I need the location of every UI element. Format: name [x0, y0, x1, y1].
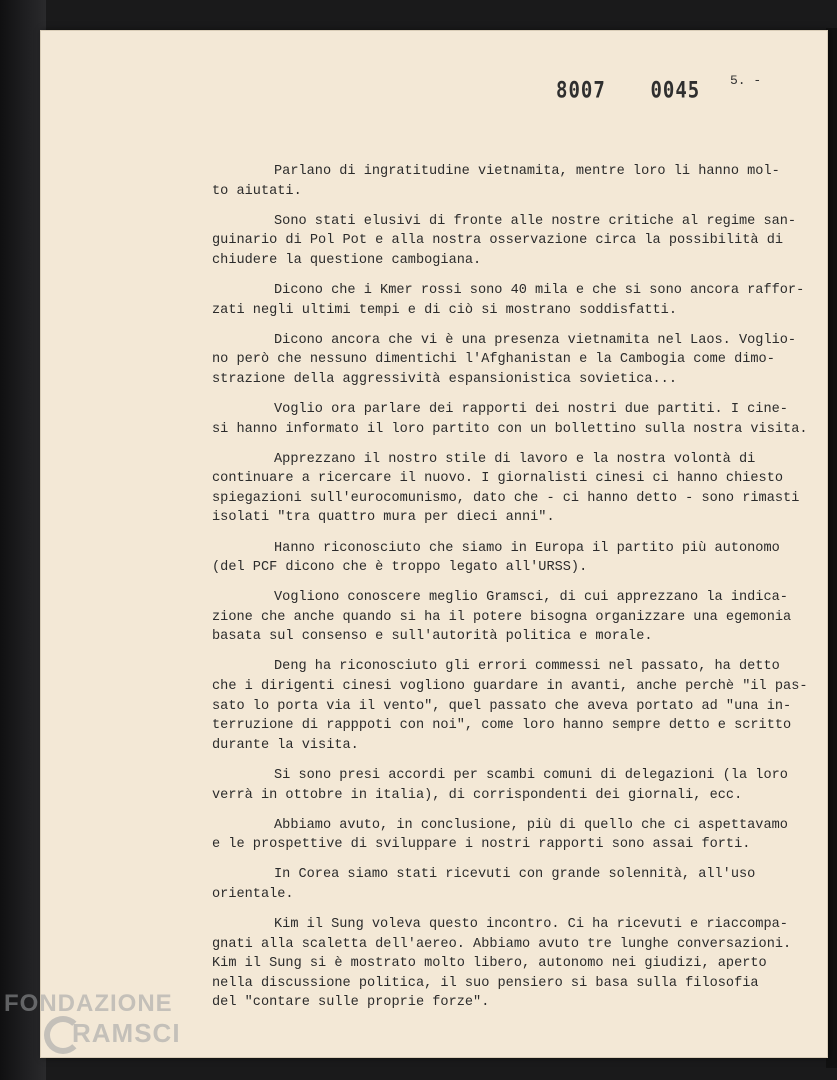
text-line: Voglio ora parlare dei rapporti dei nostri due partiti. I cine-: [274, 401, 788, 417]
text-line: gnati alla scaletta dell'aereo. Abbiamo avuto tre lunghe conversazioni.: [212, 936, 792, 952]
text-line: guinario di Pol Pot e alla nostra osservazione circa la possibilità di: [212, 233, 784, 249]
text-line: Kim il Sung voleva questo incontro. Ci ha ricevuti e riaccompa-: [274, 917, 788, 932]
text-line: no però che nessuno dimentichi l'Afghanistan e la Cambogia come dimo-: [212, 352, 775, 368]
text-line: Abbiamo avuto, in conclusione, più di quello che ci aspettavamo: [274, 817, 788, 833]
text-line: orientale.: [212, 886, 294, 902]
text-line: In Corea siamo stati ricevuti con grande solennità, all'uso: [274, 867, 756, 883]
page-number: 5. -: [730, 73, 762, 88]
text-line: terruzione di rapppoti con noi", come loro hanno sempre detto e scritto: [212, 718, 792, 734]
text-line: che i dirigenti cinesi vogliono guardare in avanti, anche perchè "il pas-: [212, 679, 808, 695]
watermark-line2: RAMSCI: [72, 1018, 181, 1048]
archive-code-part1: 8007: [556, 78, 606, 104]
paragraph: [212, 657, 808, 755]
text-line: Dicono ancora che vi è una presenza vietnamita nel Laos. Voglio-: [274, 332, 797, 348]
text-line: Vogliono conoscere meglio Gramsci, di cui apprezzano la indica-: [274, 590, 788, 606]
paragraph: [212, 766, 792, 805]
document-body: [212, 162, 808, 1023]
text-line: to aiutati.: [212, 183, 302, 199]
text-line: continuare a ricercare il nuovo. I giornalisti cinesi ci hanno chiesto: [212, 471, 784, 487]
archive-code-stamp: [556, 78, 700, 103]
text-line: nella discussione politica, il suo pensiero si basa sulla filosofia: [212, 975, 759, 991]
paragraph: [212, 865, 792, 904]
text-line: Parlano di ingratitudine vietnamita, mentre loro li hanno mol-: [274, 164, 780, 179]
paragraph: [212, 400, 808, 439]
text-line: Dicono che i Kmer rossi sono 40 mila e che si sono ancora raffor-: [274, 282, 805, 298]
text-line: basata sul consenso e sull'autorità politica e morale.: [212, 629, 653, 645]
text-line: Si sono presi accordi per scambi comuni di delegazioni (la loro: [274, 767, 788, 783]
text-line: isolati "tra quattro mura per dieci anni".: [212, 510, 555, 526]
text-line: si hanno informato il loro partito con un bollettino sulla nostra visita.: [212, 421, 808, 437]
text-line: strazione della aggressività espansionistica sovietica...: [212, 371, 677, 387]
paragraph: [212, 162, 792, 201]
paragraph: [212, 539, 792, 578]
paragraph: [212, 450, 800, 528]
watermark-line1: FONDAZIONE: [4, 990, 173, 1017]
text-line: Kim il Sung si è mostrato molto libero, autonomo nei giudizi, aperto: [212, 956, 767, 972]
text-line: (del PCF dicono che è troppo legato all'URSS).: [212, 560, 588, 576]
text-line: chiudere la questione cambogiana.: [212, 252, 482, 268]
paragraph: [212, 281, 805, 320]
text-line: zione che anche quando si ha il potere bisogna organizzare una egemonia: [212, 609, 792, 625]
archive-code-part2: 0045: [650, 78, 701, 104]
text-line: spiegazioni sull'eurocomunismo, dato che - ci hanno detto - sono rimasti: [212, 490, 800, 506]
text-line: verrà in ottobre in italia), di corrispondenti dei giornali, ecc.: [212, 787, 743, 803]
text-line: zati negli ultimi tempi e di ciò si mostrano soddisfatti.: [212, 302, 677, 318]
text-line: Deng ha riconosciuto gli errori commessi nel passato, ha detto: [274, 659, 780, 675]
text-line: Sono stati elusivi di fronte alle nostre critiche al regime san-: [274, 213, 797, 229]
text-line: durante la visita.: [212, 737, 359, 753]
text-line: e le prospettive di sviluppare i nostri rapporti sono assai forti.: [212, 837, 751, 853]
paragraph: [212, 331, 797, 390]
fondazione-gramsci-watermark: [4, 990, 214, 1060]
paragraph: [212, 816, 792, 855]
text-line: sato lo porta via il vento", quel passato che aveva portato ad "una in-: [212, 698, 792, 714]
paragraph: [212, 588, 792, 647]
text-line: Hanno riconosciuto che siamo in Europa il partito più autonomo: [274, 540, 780, 556]
paragraph: [212, 915, 792, 1013]
text-line: del "contare sulle proprie forze".: [212, 995, 490, 1011]
paragraph: [212, 212, 797, 271]
text-line: Apprezzano il nostro stile di lavoro e la nostra volontà di: [274, 451, 756, 467]
